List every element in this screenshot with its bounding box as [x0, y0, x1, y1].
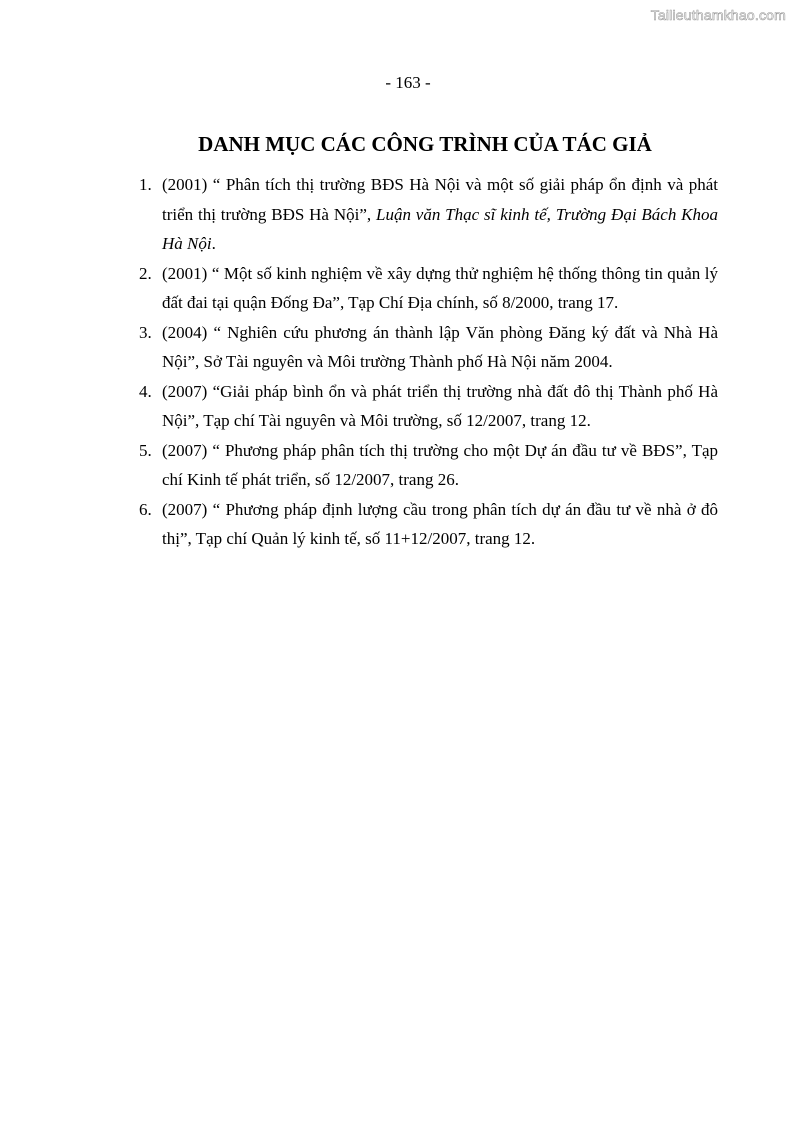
work-number: 4.	[139, 381, 152, 401]
work-item-2	[139, 259, 718, 318]
work-number: 1.	[139, 175, 152, 194]
watermark-text: Tailieuthamkhao.com	[650, 7, 786, 23]
work-tail: .	[211, 234, 216, 253]
work-number: 3.	[139, 322, 152, 342]
works-list	[139, 170, 718, 554]
work-item-6	[139, 495, 718, 554]
work-venue-italic: Luận văn Thạc sĩ kinh tế, Trường Đại Bách Khoa Hà Nội	[162, 204, 719, 253]
work-text	[162, 175, 718, 253]
work-citation: (2001) “ Phân tích thị trường BĐS Hà Nội và một số giải pháp ổn định và phát triển thị trường BĐS Hà Nội”,	[162, 175, 718, 224]
work-text: (2004) “ Nghiên cứu phương án thành lập Văn phòng Đăng ký đất và Nhà Hà Nội”, Sở Tài nguyên và Môi trường Thành phố Hà Nội năm 2004.	[162, 322, 718, 371]
work-item-3	[139, 318, 718, 377]
work-text: (2007) “ Phương pháp định lượng cầu trong phân tích dự án đầu tư về nhà ở đô thị”, Tạp chí Quản lý kinh tế, số 11+12/2007, trang 12.	[162, 499, 718, 548]
work-text: (2007) “Giải pháp bình ổn và phát triển thị trường nhà đất đô thị Thành phố Hà Nội”, Tạp chí Tài nguyên và Môi trường, số 12/2007, trang 12.	[162, 381, 718, 430]
work-number: 2.	[139, 263, 152, 283]
work-item-1	[139, 170, 718, 259]
work-number: 6.	[139, 499, 152, 519]
work-text: (2007) “ Phương pháp phân tích thị trường cho một Dự án đầu tư về BĐS”, Tạp chí Kinh tế phát triển, số 12/2007, trang 26.	[162, 440, 718, 489]
work-number: 5.	[139, 440, 152, 460]
work-item-4	[139, 377, 718, 436]
page-number: - 163 -	[385, 73, 431, 92]
work-text: (2001) “ Một số kinh nghiệm về xây dựng thử nghiệm hệ thống thông tin quản lý đất đai tại quận Đống Đa”, Tạp Chí Địa chính, số 8/2000, trang 17.	[162, 263, 718, 312]
work-item-5	[139, 436, 718, 495]
document-title: DANH MỤC CÁC CÔNG TRÌNH CỦA TÁC GIẢ	[198, 132, 652, 156]
